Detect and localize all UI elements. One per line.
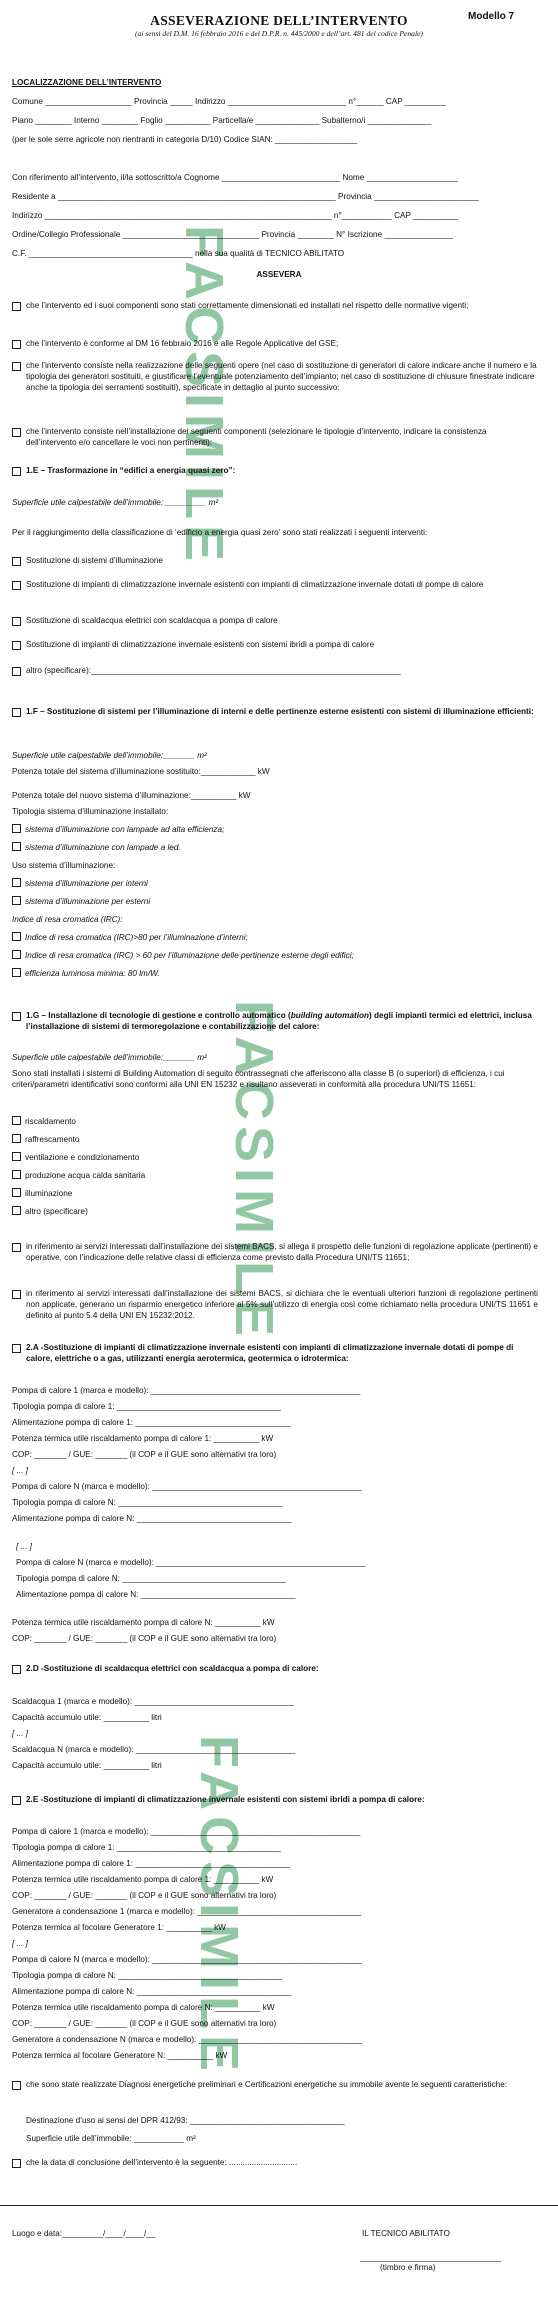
s1g-title-a: 1.G – Installazione di tecnologie di gestione e controllo automatico ( xyxy=(26,1011,291,1020)
s2d-l4[interactable]: Capacità accumulo utile: __________ litri xyxy=(12,1761,162,1770)
s1g-g5: illuminazione xyxy=(25,1189,73,1198)
s1g-checkbox[interactable] xyxy=(12,1012,21,1021)
s1g-g3: ventilazione e condizionamento xyxy=(25,1153,140,1162)
s1g-g1-checkbox[interactable] xyxy=(12,1116,21,1125)
decl-line-5[interactable]: C.F. ____________________________________ nella sua qualità di TECNICO ABILITATO xyxy=(12,249,345,258)
s1g-g4-checkbox[interactable] xyxy=(12,1170,21,1179)
s1f-checkbox[interactable] xyxy=(12,708,21,717)
s1e-opt-5-checkbox[interactable] xyxy=(12,667,21,676)
final-dest-uso[interactable]: Destinazione d’uso ai sensi del DPR 412/93: __________________________________ xyxy=(26,2116,345,2125)
s2e-l2[interactable]: Tipologia pompa di calore 1: ____________________________________ xyxy=(12,1843,281,1852)
s2a-l3[interactable]: Alimentazione pompa di calore 1: __________________________________ xyxy=(12,1418,291,1427)
assevera-4-checkbox[interactable] xyxy=(12,428,21,437)
s2e-n4[interactable]: Potenza termica utile riscaldamento pompa di calore N: __________ kW xyxy=(12,2003,275,2012)
s1g-r2-checkbox[interactable] xyxy=(12,1290,21,1299)
s2e-l7[interactable]: Potenza termica al focolare Generatore 1: __________ kW xyxy=(12,1923,226,1932)
s1f-uso-label: Uso sistema d’illuminazione: xyxy=(12,861,116,870)
s1f-t2: sistema d’illuminazione con lampade a led. xyxy=(25,843,181,852)
s2e-n5[interactable]: COP: _______ / GUE: _______ (il COP e il GUE sono alternativi tra loro) xyxy=(12,2019,277,2028)
s1f-t2-checkbox[interactable] xyxy=(12,842,21,851)
s1f-t1: sistema d’illuminazione con lampade ad alta efficienza; xyxy=(25,825,225,834)
s1e-opt-4: Sostituzione di impianti di climatizzazione invernale esistenti con sistemi ibridi a pompa di calore xyxy=(26,640,375,649)
s1f-power-new[interactable]: Potenza totale del nuovo sistema d’illuminazione:__________ kW xyxy=(12,791,251,800)
s1e-opt-3-checkbox[interactable] xyxy=(12,617,21,626)
s2d-dots: [ ... ] xyxy=(12,1729,28,1738)
s2d-l3[interactable]: Scaldacqua N (marca e modello): ___________________________________ xyxy=(12,1745,296,1754)
s1g-g2-checkbox[interactable] xyxy=(12,1134,21,1143)
signature-line[interactable]: _______________________________ xyxy=(360,2253,502,2262)
s1f-u1: sistema d’illuminazione per interni xyxy=(25,879,148,888)
s2e-l3[interactable]: Alimentazione pompa di calore 1: __________________________________ xyxy=(12,1859,291,1868)
final-1-text: che sono state realizzate Diagnosi energetiche preliminari e Certificazioni energetiche su immobile avente le seguenti caratteristiche: xyxy=(26,2080,508,2089)
s2a-n1[interactable]: Pompa di calore N (marca e modello): ______________________________________________ xyxy=(12,1482,362,1491)
assevera-2-checkbox[interactable] xyxy=(12,340,21,349)
assevera-4-text: che l’intervento consiste nell’installazione dei seguenti componenti (selezionare le tipologie d’intervento, indicare la consistenza dell’intervento e/o cancellare le voci non pertinenti): xyxy=(26,427,487,448)
s1g-title-c: ) degli impianti termici ed elettrici, inclusa l’installazione di sistemi di termoregolazione e contabilizzazione del calore: xyxy=(26,1011,532,1032)
s2a-title: 2.A -Sostituzione di impianti di climatizzazione invernale esistenti con impianti di climatizzazione invernale dotati di pompe di calore, elettriche o a gas, utilizzanti energia aerotermica, geotermica o idrotermica: xyxy=(26,1343,514,1364)
decl-line-2[interactable]: Residente a _____________________________________________________________ Provincia _______________________ xyxy=(12,192,479,201)
s1e-title: 1.E – Trasformazione in “edifici a energia quasi zero”: xyxy=(26,466,236,475)
decl-line-4[interactable]: Ordine/Collegio Professionale ______________________________ Provincia ________ N° Iscrizione _______________ xyxy=(12,230,453,239)
final-2-checkbox[interactable] xyxy=(12,2159,21,2168)
watermark-3: FACSIMILE xyxy=(189,1735,249,2078)
s2e-title: 2.E -Sostituzione di impianti di climatizzazione invernale esistenti con sistemi ibridi a pompa di calore: xyxy=(26,1795,425,1804)
s1f-i3: efficienza luminosa minima: 80 lm/W. xyxy=(25,969,160,978)
loc-line-1[interactable]: Comune ___________________ Provincia _____ Indirizzo __________________________ n°______ CAP _________ xyxy=(12,97,446,106)
s1e-surface[interactable]: Superficie utile calpestabile dell’immobile: _________ m² xyxy=(12,498,219,507)
signature-caption: (timbro e firma) xyxy=(380,2263,436,2272)
s2a-m5[interactable]: COP: _______ / GUE: _______ (il COP e il GUE sono alternativi tra loro) xyxy=(12,1634,277,1643)
s1f-tipo-label: Tipologia sistema d’illuminazione installato: xyxy=(12,807,169,816)
assevera-3-text: che l’intervento consiste nella realizzazione delle seguenti opere (nel caso di sostituzione di generatori di calore indicare anche il numero e la tipologia dei generatori sostituiti, e giustificare l’eventuale potenziamento dell’impianto; nel caso di sostituzione di chiusure finestrate indicare anche la tipologia dei serramenti sostituiti), specificate in dettaglio al punto successivo: xyxy=(26,361,537,393)
s2a-dots: [ ... ] xyxy=(12,1466,28,1475)
s1e-opt-1-checkbox[interactable] xyxy=(12,557,21,566)
final-surface[interactable]: Superficie utile dell’immobile: ___________ m² xyxy=(26,2134,196,2143)
s2d-l1[interactable]: Scaldacqua 1 (marca e modello): ___________________________________ xyxy=(12,1697,294,1706)
s1e-checkbox[interactable] xyxy=(12,467,21,476)
decl-line-3[interactable]: Indirizzo _______________________________________________________________ n°___________ CAP __________ xyxy=(12,211,459,220)
document-subtitle: (ai sensi del D.M. 16 febbraio 2016 e del D.P.R. n. 445/2000 e dell’art. 481 del codice Penale) xyxy=(135,29,423,38)
document-title: ASSEVERAZIONE DELL’INTERVENTO xyxy=(150,13,408,28)
s1f-u2-checkbox[interactable] xyxy=(12,896,21,905)
s1f-power-old[interactable]: Potenza totale del sistema d’illuminazione sostituito:____________ kW xyxy=(12,767,270,776)
s1f-u2: sistema d’illuminazione per esterni xyxy=(25,897,151,906)
decl-line-1[interactable]: Con riferimento all’intervento, il/la sottoscritto/a Cognome __________________________ Nome ____________________ xyxy=(12,173,458,182)
s2e-l1[interactable]: Pompa di calore 1 (marca e modello): ______________________________________________ xyxy=(12,1827,361,1836)
watermark-2: FACSIMILE xyxy=(224,1000,284,1343)
loc-heading: LOCALIZZAZIONE DELL’INTERVENTO xyxy=(12,78,162,87)
s2d-checkbox[interactable] xyxy=(12,1665,21,1674)
s2a-m3[interactable]: Alimentazione pompa di calore N: __________________________________ xyxy=(16,1590,296,1599)
s1f-u1-checkbox[interactable] xyxy=(12,878,21,887)
s1f-title: 1.F – Sostituzione di sistemi per l’illuminazione di interni e delle pertinenze esterne esistenti con sistemi di illuminazione efficienti: xyxy=(26,707,534,716)
s1g-g6-checkbox[interactable] xyxy=(12,1206,21,1215)
s1f-i3-checkbox[interactable] xyxy=(12,968,21,977)
s2e-n3[interactable]: Alimentazione pompa di calore N: __________________________________ xyxy=(12,1987,292,1996)
s2a-l5[interactable]: COP: _______ / GUE: _______ (il COP e il GUE sono alternativi tra loro) xyxy=(12,1450,277,1459)
s1g-g1: riscaldamento xyxy=(25,1117,76,1126)
s1f-t1-checkbox[interactable] xyxy=(12,824,21,833)
s2e-dots: [ ... ] xyxy=(12,1939,28,1948)
s1f-i2-checkbox[interactable] xyxy=(12,950,21,959)
s1f-i1: Indice di resa cromatica (IRC)>80 per l’illuminazione d’interni; xyxy=(25,933,248,942)
model-label: Modello 7 xyxy=(468,11,515,22)
s2a-l1[interactable]: Pompa di calore 1 (marca e modello): ______________________________________________ xyxy=(12,1386,361,1395)
divider xyxy=(0,2205,558,2206)
s2d-title: 2.D -Sostituzione di scaldacqua elettrici con scaldacqua a pompa di calore: xyxy=(26,1664,319,1673)
s1g-title xyxy=(26,1010,538,1032)
s2e-checkbox[interactable] xyxy=(12,1796,21,1805)
s2a-n3[interactable]: Alimentazione pompa di calore N: __________________________________ xyxy=(12,1514,292,1523)
s2a-m2[interactable]: Tipologia pompa di calore N: ____________________________________ xyxy=(16,1574,287,1583)
s2e-n2[interactable]: Tipologia pompa di calore N: ____________________________________ xyxy=(12,1971,283,1980)
s2a-l2[interactable]: Tipologia pompa di calore 1: ____________________________________ xyxy=(12,1402,281,1411)
loc-line-3[interactable]: (per le sole serre agricole non rientranti in categoria D/10) Codice SIAN: __________________ xyxy=(12,135,357,144)
s2a-m1[interactable]: Pompa di calore N (marca e modello): ______________________________________________ xyxy=(16,1558,366,1567)
assevera-1-checkbox[interactable] xyxy=(12,302,21,311)
final-1-checkbox[interactable] xyxy=(12,2081,21,2090)
loc-line-2[interactable]: Piano ________ Interno ________ Foglio __________ Particella/e ______________ Subalterno/i ______________ xyxy=(12,116,432,125)
s1g-r1: in riferimento ai servizi interessati dall’installazione dei sistemi BACS, si allega il prospetto delle funzioni di regolazione applicate (pertinenti) e operative, con l’indicazione delle relative classi di efficienza come previsto dalla Procedura UNI/TS 11651; xyxy=(26,1242,538,1263)
s1g-r2: in riferimento ai servizi interessati dall’installazione dei sistemi BACS, si dichiara che le eventuali ulteriori funzioni di regolazione pertinenti non applicate, generano un risparmio energetico inferiore al 5% sull’utilizzo di energia così come richiamato nella procedura UNI/TS 11651 e definito al punto 5.4 della UNI EN 15232:2012. xyxy=(26,1289,538,1321)
s2e-l4[interactable]: Potenza termica utile riscaldamento pompa di calore 1: __________ kW xyxy=(12,1875,274,1884)
s1e-opt-4-checkbox[interactable] xyxy=(12,641,21,650)
s2d-l2[interactable]: Capacità accumulo utile: __________ litri xyxy=(12,1713,162,1722)
s1g-g3-checkbox[interactable] xyxy=(12,1152,21,1161)
s1e-intro: Per il raggiungimento della classificazione di ‘edificio a energia quasi zero’ sono stati realizzati i seguenti interventi: xyxy=(12,528,428,537)
s1f-i1-checkbox[interactable] xyxy=(12,932,21,941)
s1g-surface[interactable]: Superficie utile calpestabile dell’immobile:_______ m² xyxy=(12,1053,207,1062)
s1g-g6: altro (specificare) xyxy=(25,1207,88,1216)
final-2-text[interactable]: che la data di conclusione dell’intervento è la seguente: .............................. xyxy=(26,2158,298,2167)
s2e-n6[interactable]: Generatore a condensazione N (marca e modello): ____________________________________ xyxy=(12,2035,363,2044)
s1g-g5-checkbox[interactable] xyxy=(12,1188,21,1197)
s1f-irc-label: Indice di resa cromatica (IRC): xyxy=(12,915,123,924)
s1f-i2: Indice di resa cromatica (IRC) > 60 per l’illuminazione delle pertinenze esterne degli edifici; xyxy=(25,951,354,960)
place-date[interactable]: Luogo e data:_________/____/____/__ xyxy=(12,2229,156,2238)
s1e-opt-3: Sostituzione di scaldacqua elettrici con scaldacqua a pompa di calore xyxy=(26,616,278,625)
s2e-l5[interactable]: COP: _______ / GUE: _______ (il COP e il GUE sono alternativi tra loro) xyxy=(12,1891,277,1900)
assevera-1-text: che l’intervento ed i suoi componenti sono stati correttamente dimensionati ed installati nel rispetto delle normative vigenti; xyxy=(26,301,469,310)
s1g-g4: produzione acqua calda sanitaria xyxy=(25,1171,146,1180)
s1f-surface[interactable]: Superficie utile calpestabile dell’immobile:_______ m² xyxy=(12,751,207,760)
s2e-n1[interactable]: Pompa di calore N (marca e modello): ______________________________________________ xyxy=(12,1955,362,1964)
watermark-1: FACSIMILE xyxy=(174,225,234,568)
assevera-3-checkbox[interactable] xyxy=(12,362,21,371)
s1e-opt-5[interactable]: altro (specificare):____________________________________________________________________ xyxy=(26,666,401,675)
s1g-g2: raffrescamento xyxy=(25,1135,80,1144)
s1e-opt-2-checkbox[interactable] xyxy=(12,581,21,590)
s2e-n7[interactable]: Potenza termica al focolare Generatore N: __________ kW xyxy=(12,2051,228,2060)
assevera-heading: ASSEVERA xyxy=(256,270,302,279)
s1g-r1-checkbox[interactable] xyxy=(12,1243,21,1252)
s1g-text: Sono stati installati i sistemi di Building Automation di seguito contrassegnati che afferiscono alla classe B (o superiori) di efficienza, i cui criteri/parametri identificativi sono conformi alla UNI EN 15232 e risultano asseverati in conformità alla procedura UNI/TS 11651: xyxy=(12,1069,505,1090)
s2a-checkbox[interactable] xyxy=(12,1344,21,1353)
s2a-n2[interactable]: Tipologia pompa di calore N: ____________________________________ xyxy=(12,1498,283,1507)
s1g-title-b: building automation xyxy=(290,1011,370,1020)
tecnico-label: IL TECNICO ABILITATO xyxy=(362,2229,450,2238)
assevera-2-text: che l’intervento è conforme al DM 16 febbraio 2016 e alle Regole Applicative del GSE; xyxy=(26,339,339,348)
s2a-dots-2: [ ... ] xyxy=(16,1542,32,1551)
s2a-l4[interactable]: Potenza termica utile riscaldamento pompa di calore 1: __________ kW xyxy=(12,1434,274,1443)
s1e-opt-1: Sostituzione di sistemi d’illuminazione xyxy=(26,556,163,565)
s2a-m4[interactable]: Potenza termica utile riscaldamento pompa di calore N: __________ kW xyxy=(12,1618,275,1627)
s1e-opt-2: Sostituzione di impianti di climatizzazione invernale esistenti con impianti di climatizzazione invernale dotati di pompe di calore xyxy=(26,580,484,589)
s2e-l6[interactable]: Generatore a condensazione 1 (marca e modello): ____________________________________ xyxy=(12,1907,362,1916)
